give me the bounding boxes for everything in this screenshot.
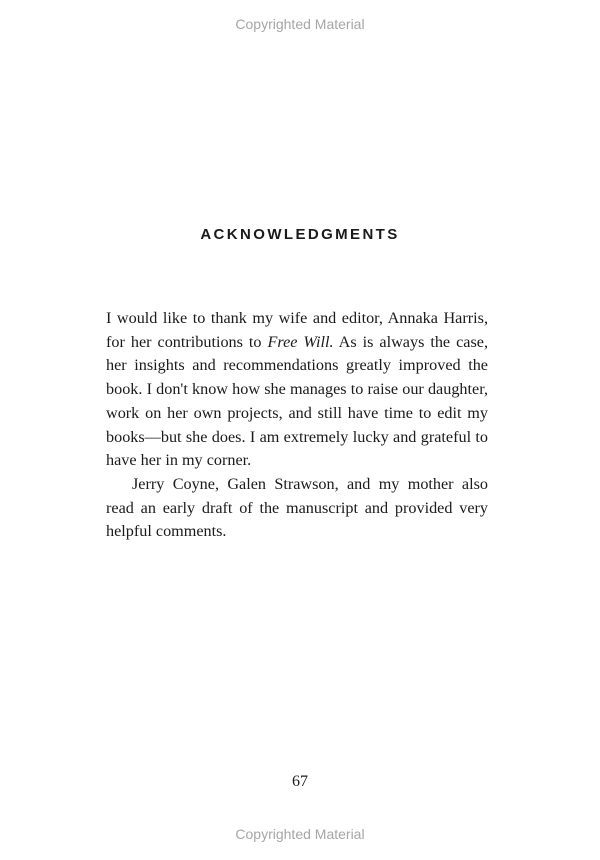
book-title-italic: Free Will. [267,332,334,351]
page-number: 67 [292,773,308,790]
copyright-watermark-bottom: Copyrighted Material [235,826,365,842]
paragraph-1 [106,307,488,473]
paragraph-1-part-1: I would like to thank my wife and editor, Annaka Harris, for her contributions to [106,309,488,351]
copyright-watermark-top: Copyrighted Material [235,16,365,32]
page-heading: ACKNOWLEDGMENTS [200,226,400,243]
body-text [106,307,488,544]
paragraph-1-part-2: As is always the case, her insights and recommendations greatly improved the book. I don't know how she manages to raise our daughter, work on her own projects, and still have time to edit my books—but she does. I am extremely lucky and grateful to have her in my corner. [106,332,489,470]
paragraph-2: Jerry Coyne, Galen Strawson, and my mother also read an early draft of the manuscript and provided very helpful comments. [106,474,488,541]
